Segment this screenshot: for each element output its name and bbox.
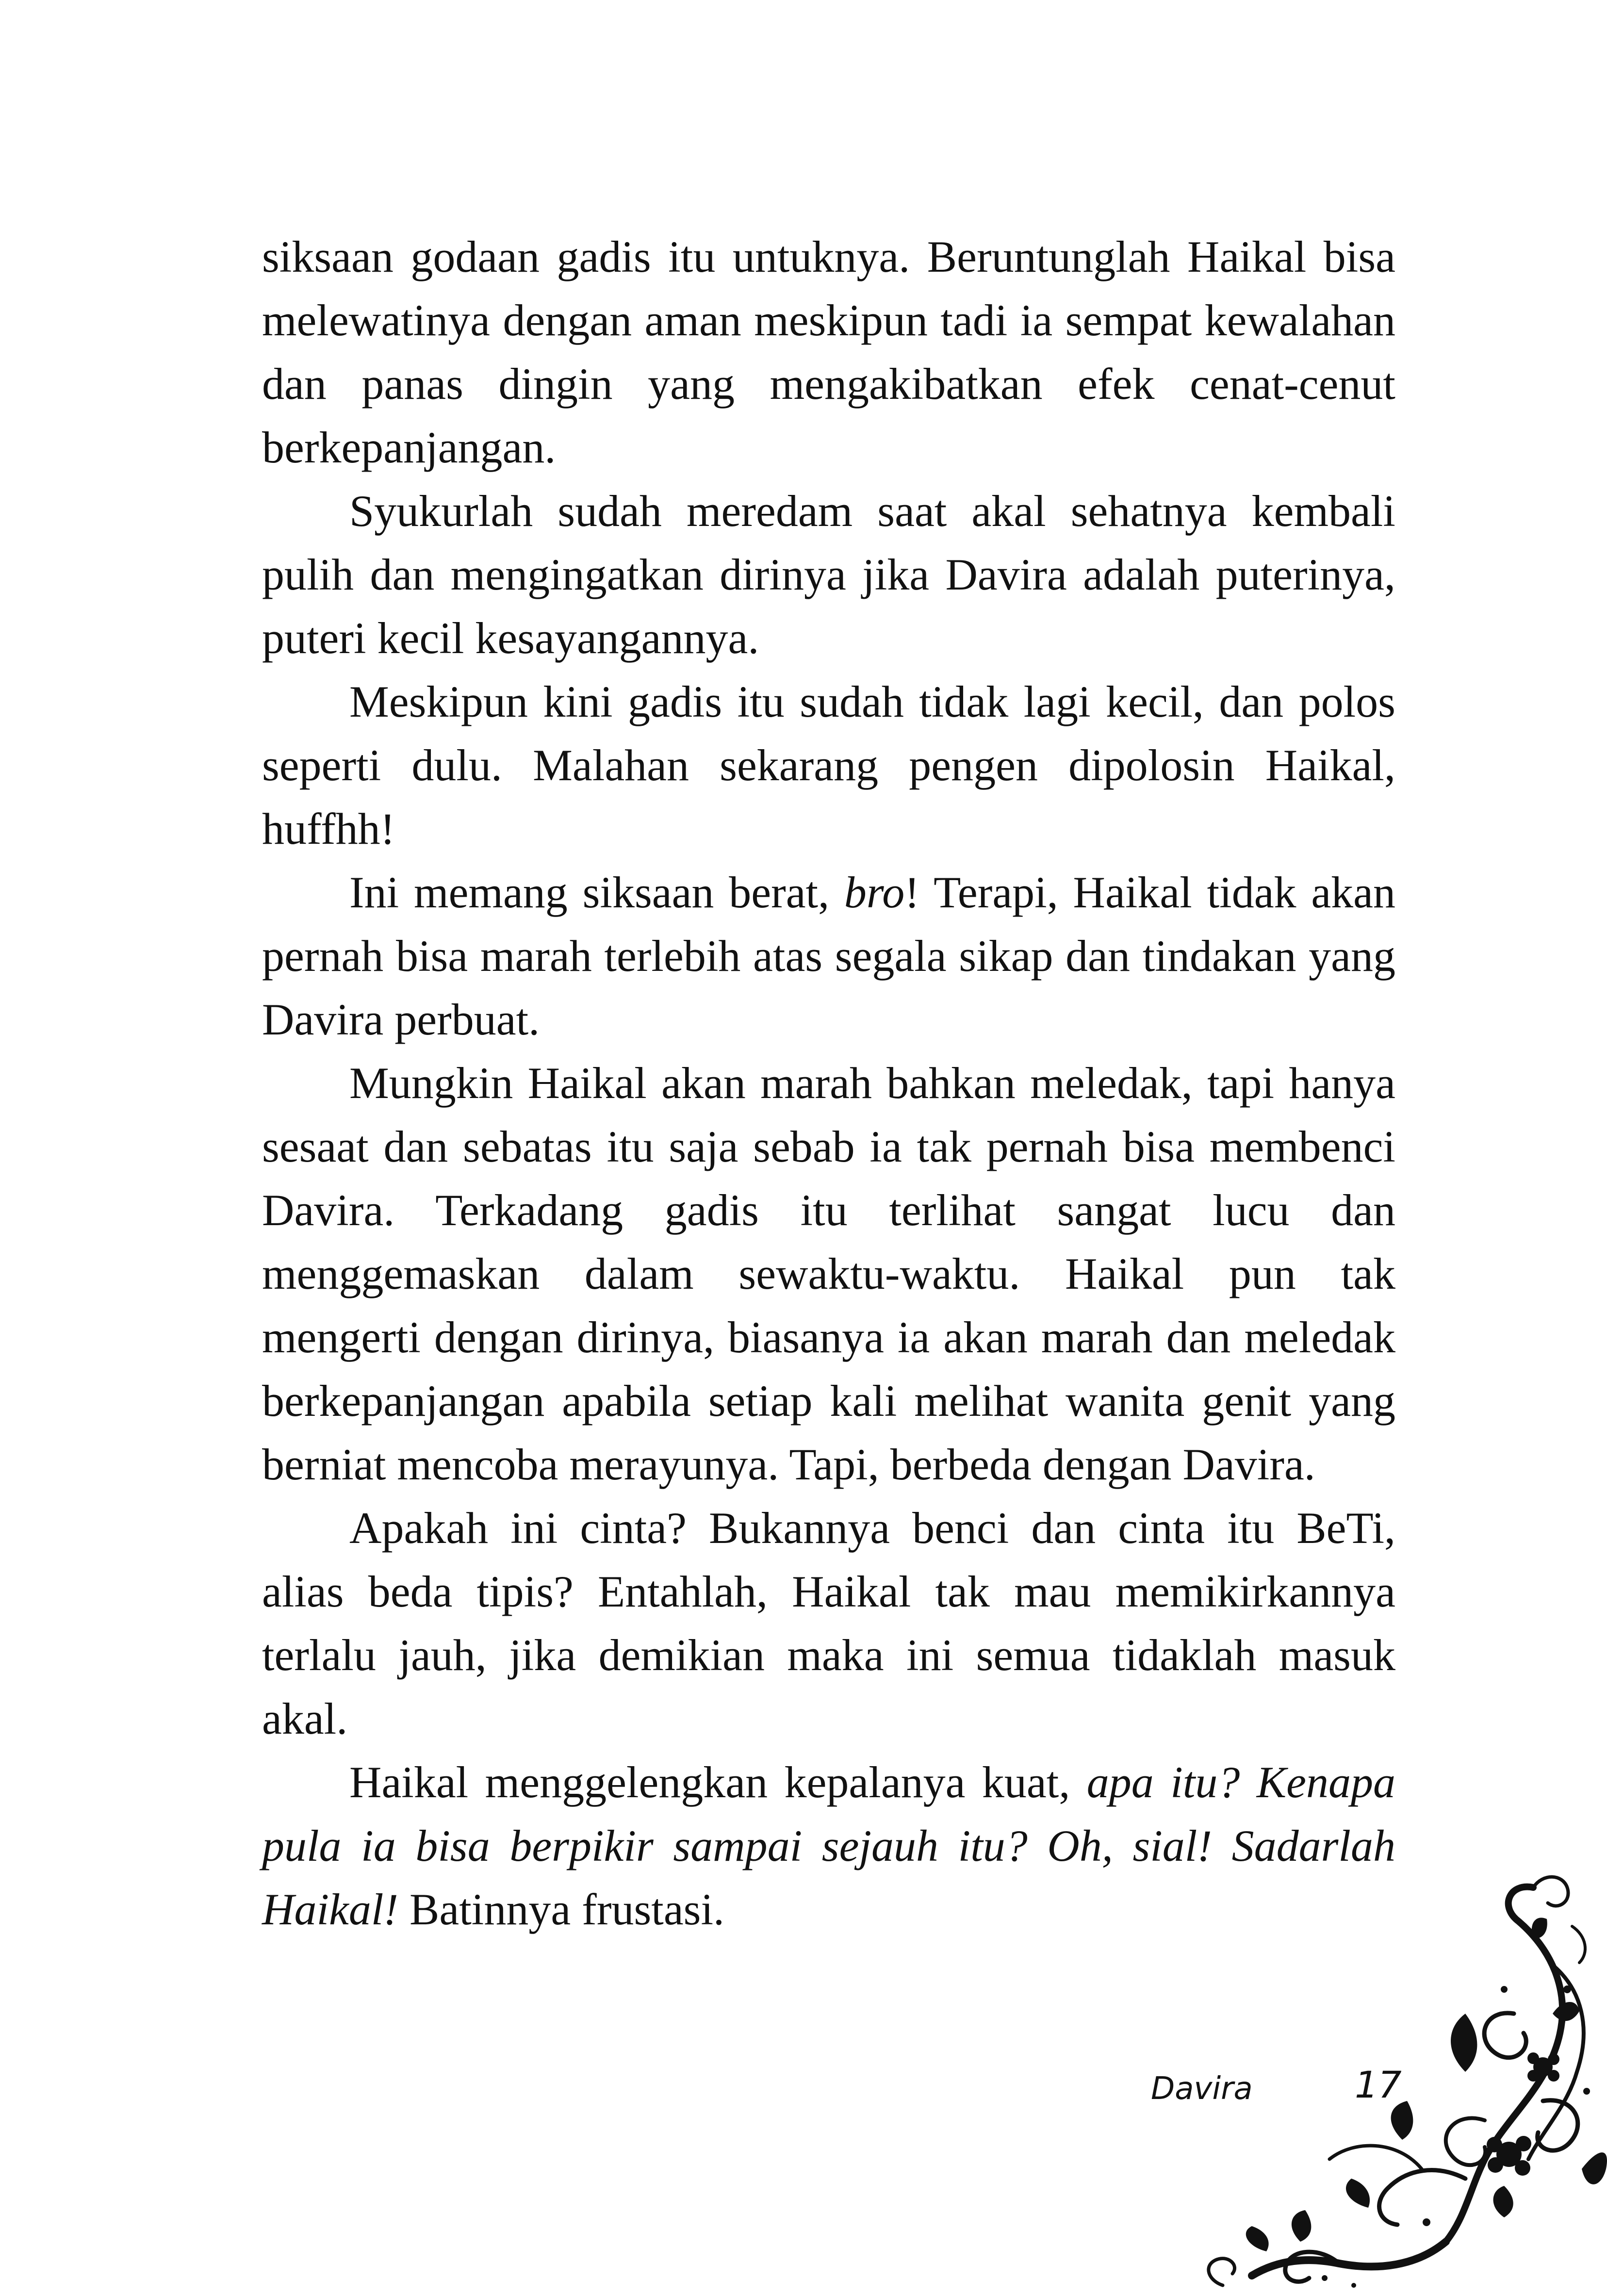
footer-book-title: Davira bbox=[1151, 2071, 1253, 2107]
paragraph-3-text: Meskipun kini gadis itu sudah tidak lagi kecil, dan polos seperti dulu. Malahan sekarang pengen dipolosin Haikal, huffhh! bbox=[262, 677, 1395, 853]
paragraph-2-text: Syukurlah sudah meredam saat akal sehatnya kembali pulih dan mengingatkan dirinya jika Davira adalah puterinya, puteri kecil kesayangannya. bbox=[262, 486, 1395, 663]
paragraph-1 bbox=[262, 225, 1395, 479]
paragraph-4 bbox=[262, 861, 1395, 1051]
paragraph-6-text: Apakah ini cinta? Bukannya benci dan cinta itu BeTi, alias beda tipis? Entahlah, Haikal tak mau memikirkannya terlalu jauh, jika demikian maka ini semua tidaklah masuk akal. bbox=[262, 1503, 1395, 1743]
paragraph-4-text-a: Ini memang siksaan berat, bbox=[349, 868, 844, 917]
paragraph-4-italic: bro bbox=[844, 868, 905, 917]
paragraph-1-text: siksaan godaan gadis itu untuknya. Beruntunglah Haikal bisa melewatinya dengan aman meskipun tadi ia sempat kewalahan dan panas dingin yang mengakibatkan efek cenat-cenut berkepanjangan. bbox=[262, 232, 1395, 472]
paragraph-5-text: Mungkin Haikal akan marah bahkan meledak, tapi hanya sesaat dan sebatas itu saja sebab ia tak pernah bisa membenci Davira. Terkadang gadis itu terlihat sangat lucu dan menggemaskan dalam sewaktu-waktu. Haikal pun tak mengerti dengan dirinya, biasanya ia akan marah dan meledak berkepanjangan apabila setiap kali melihat wanita genit yang berniat mencoba merayunya. Tapi, berbeda dengan Davira. bbox=[262, 1058, 1395, 1489]
paragraph-3 bbox=[262, 670, 1395, 861]
paragraph-4-text-b: ! Terapi, Haikal tidak akan pernah bisa marah terlebih atas segala sikap dan tindakan yang Davira perbuat. bbox=[262, 868, 1396, 1044]
paragraph-7-italic: apa itu? Kenapa pula ia bisa berpikir sampai sejauh itu? Oh, sial! Sadarlah Haikal! bbox=[262, 1757, 1395, 1934]
paragraph-7-text-b: Batinnya frustasi. bbox=[398, 1885, 725, 1934]
floral-swirl-ornament-icon bbox=[1194, 1868, 1607, 2296]
footer-page-number: 17 bbox=[1355, 2063, 1402, 2106]
page-body bbox=[262, 225, 1395, 1941]
paragraph-2 bbox=[262, 479, 1395, 670]
paragraph-7-text-a: Haikal menggelengkan kepalanya kuat, bbox=[349, 1757, 1087, 1807]
paragraph-6 bbox=[262, 1496, 1395, 1751]
paragraph-5 bbox=[262, 1051, 1395, 1496]
